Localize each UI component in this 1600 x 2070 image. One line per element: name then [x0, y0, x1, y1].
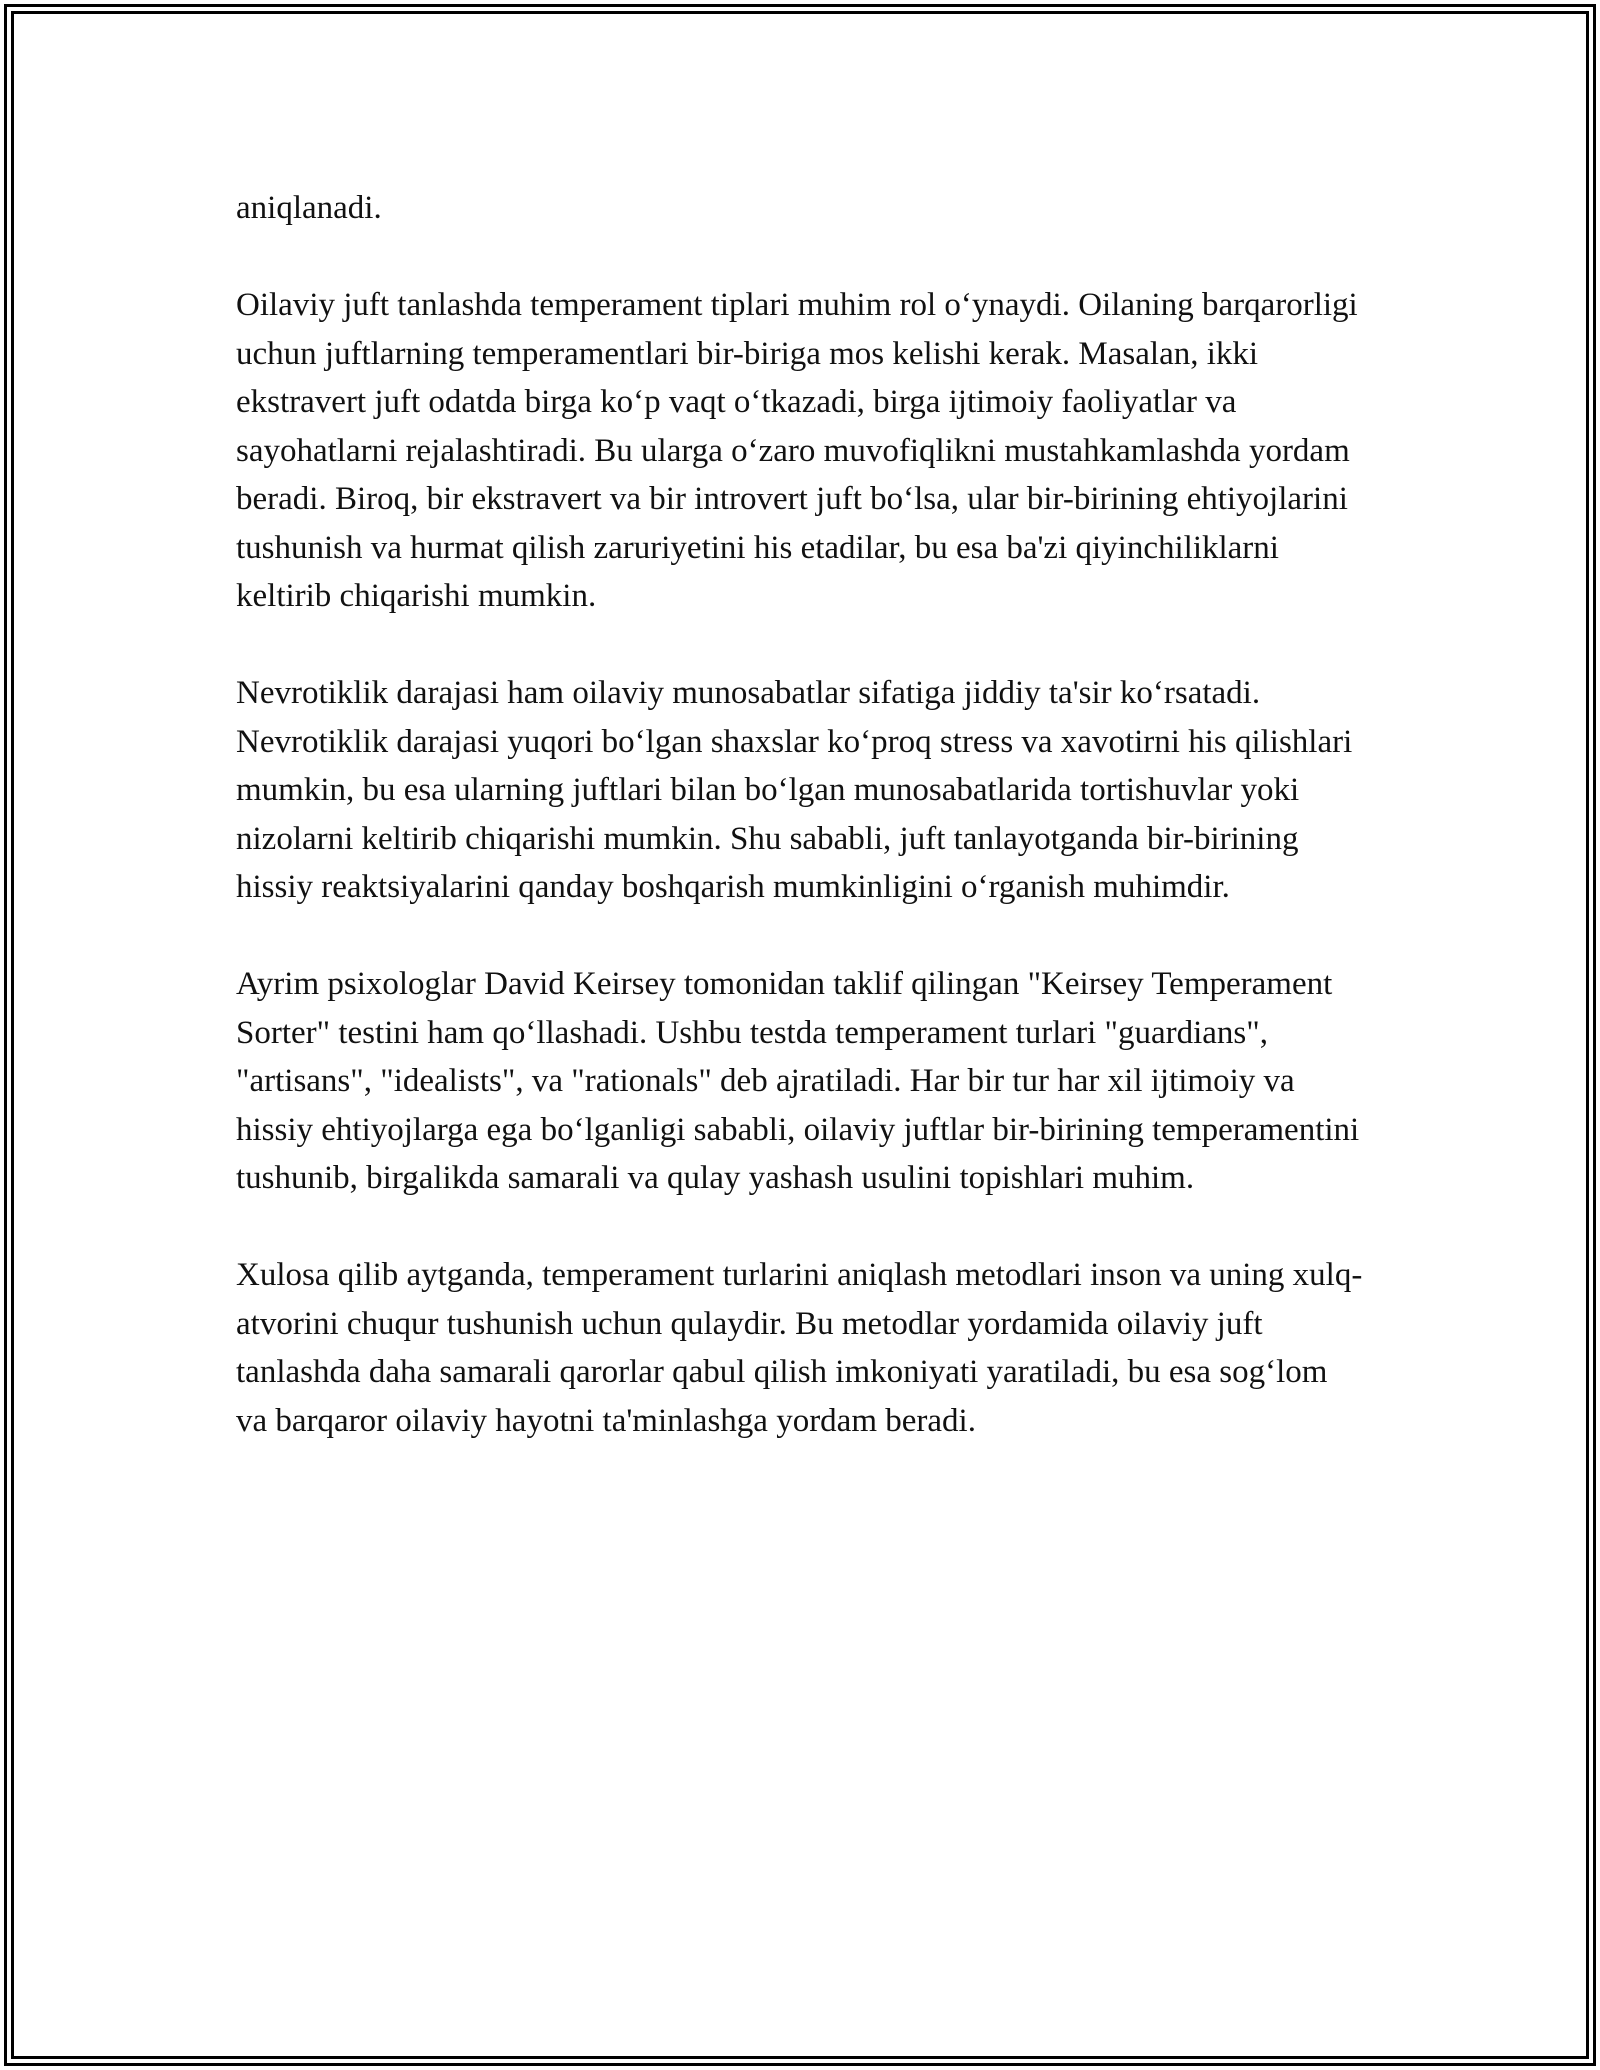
document-body	[236, 184, 1366, 1494]
paragraph-temperament-pairs: Oilaviy juft tanlashda temperament tiplari muhim rol o‘ynaydi. Oilaning barqarorligi uchun juftlarning temperamentlari bir-biriga mos kelishi kerak. Masalan, ikki ekstravert juft odatda birga ko‘p vaqt o‘tkazadi, birga ijtimoiy faoliyatlar va sayohatlarni rejalashtiradi. Bu ularga o‘zaro muvofiqlikni mustahkamlashda yordam beradi. Biroq, bir ekstravert va bir introvert juft bo‘lsa, ular bir-birining ehtiyojlarini tushunish va hurmat qilish zaruriyetini his etadilar, bu esa ba'zi qiyinchiliklarni keltirib chiqarishi mumkin.	[236, 287, 1358, 614]
paragraph-continuation: aniqlanadi.	[236, 190, 382, 226]
paragraph-neuroticism: Nevrotiklik darajasi ham oilaviy munosabatlar sifatiga jiddiy ta'sir ko‘rsatadi. Nevrotiklik darajasi yuqori bo‘lgan shaxslar ko‘proq stress va xavotirni his qilishlari mumkin, bu esa ularning juftlari bilan bo‘lgan munosabatlarida tortishuvlar yoki nizolarni keltirib chiqarishi mumkin. Shu sababli, juft tanlayotganda bir-birining hissiy reaktsiyalarini qanday boshqarish mumkinligini o‘rganish muhimdir.	[236, 675, 1353, 905]
paragraph-keirsey: Ayrim psixologlar David Keirsey tomonidan taklif qilingan "Keirsey Temperament Sorter" testini ham qo‘llashadi. Ushbu testda temperament turlari "guardians", "artisans", "idealists", va "rationals" deb ajratiladi. Har bir tur har xil ijtimoiy va hissiy ehtiyojlarga ega bo‘lganligi sababli, oilaviy juftlar bir-birining temperamentini tushunib, birgalikda samarali va qulay yashash usulini topishlari muhim.	[236, 966, 1360, 1196]
paragraph-conclusion: Xulosa qilib aytganda, temperament turlarini aniqlash metodlari inson va uning xulq-atvorini chuqur tushunish uchun qulaydir. Bu metodlar yordamida oilaviy juft tanlashda daha samarali qarorlar qabul qilish imkoniyati yaratiladi, bu esa sog‘lom va barqaror oilaviy hayotni ta'minlashga yordam beradi.	[236, 1257, 1363, 1439]
